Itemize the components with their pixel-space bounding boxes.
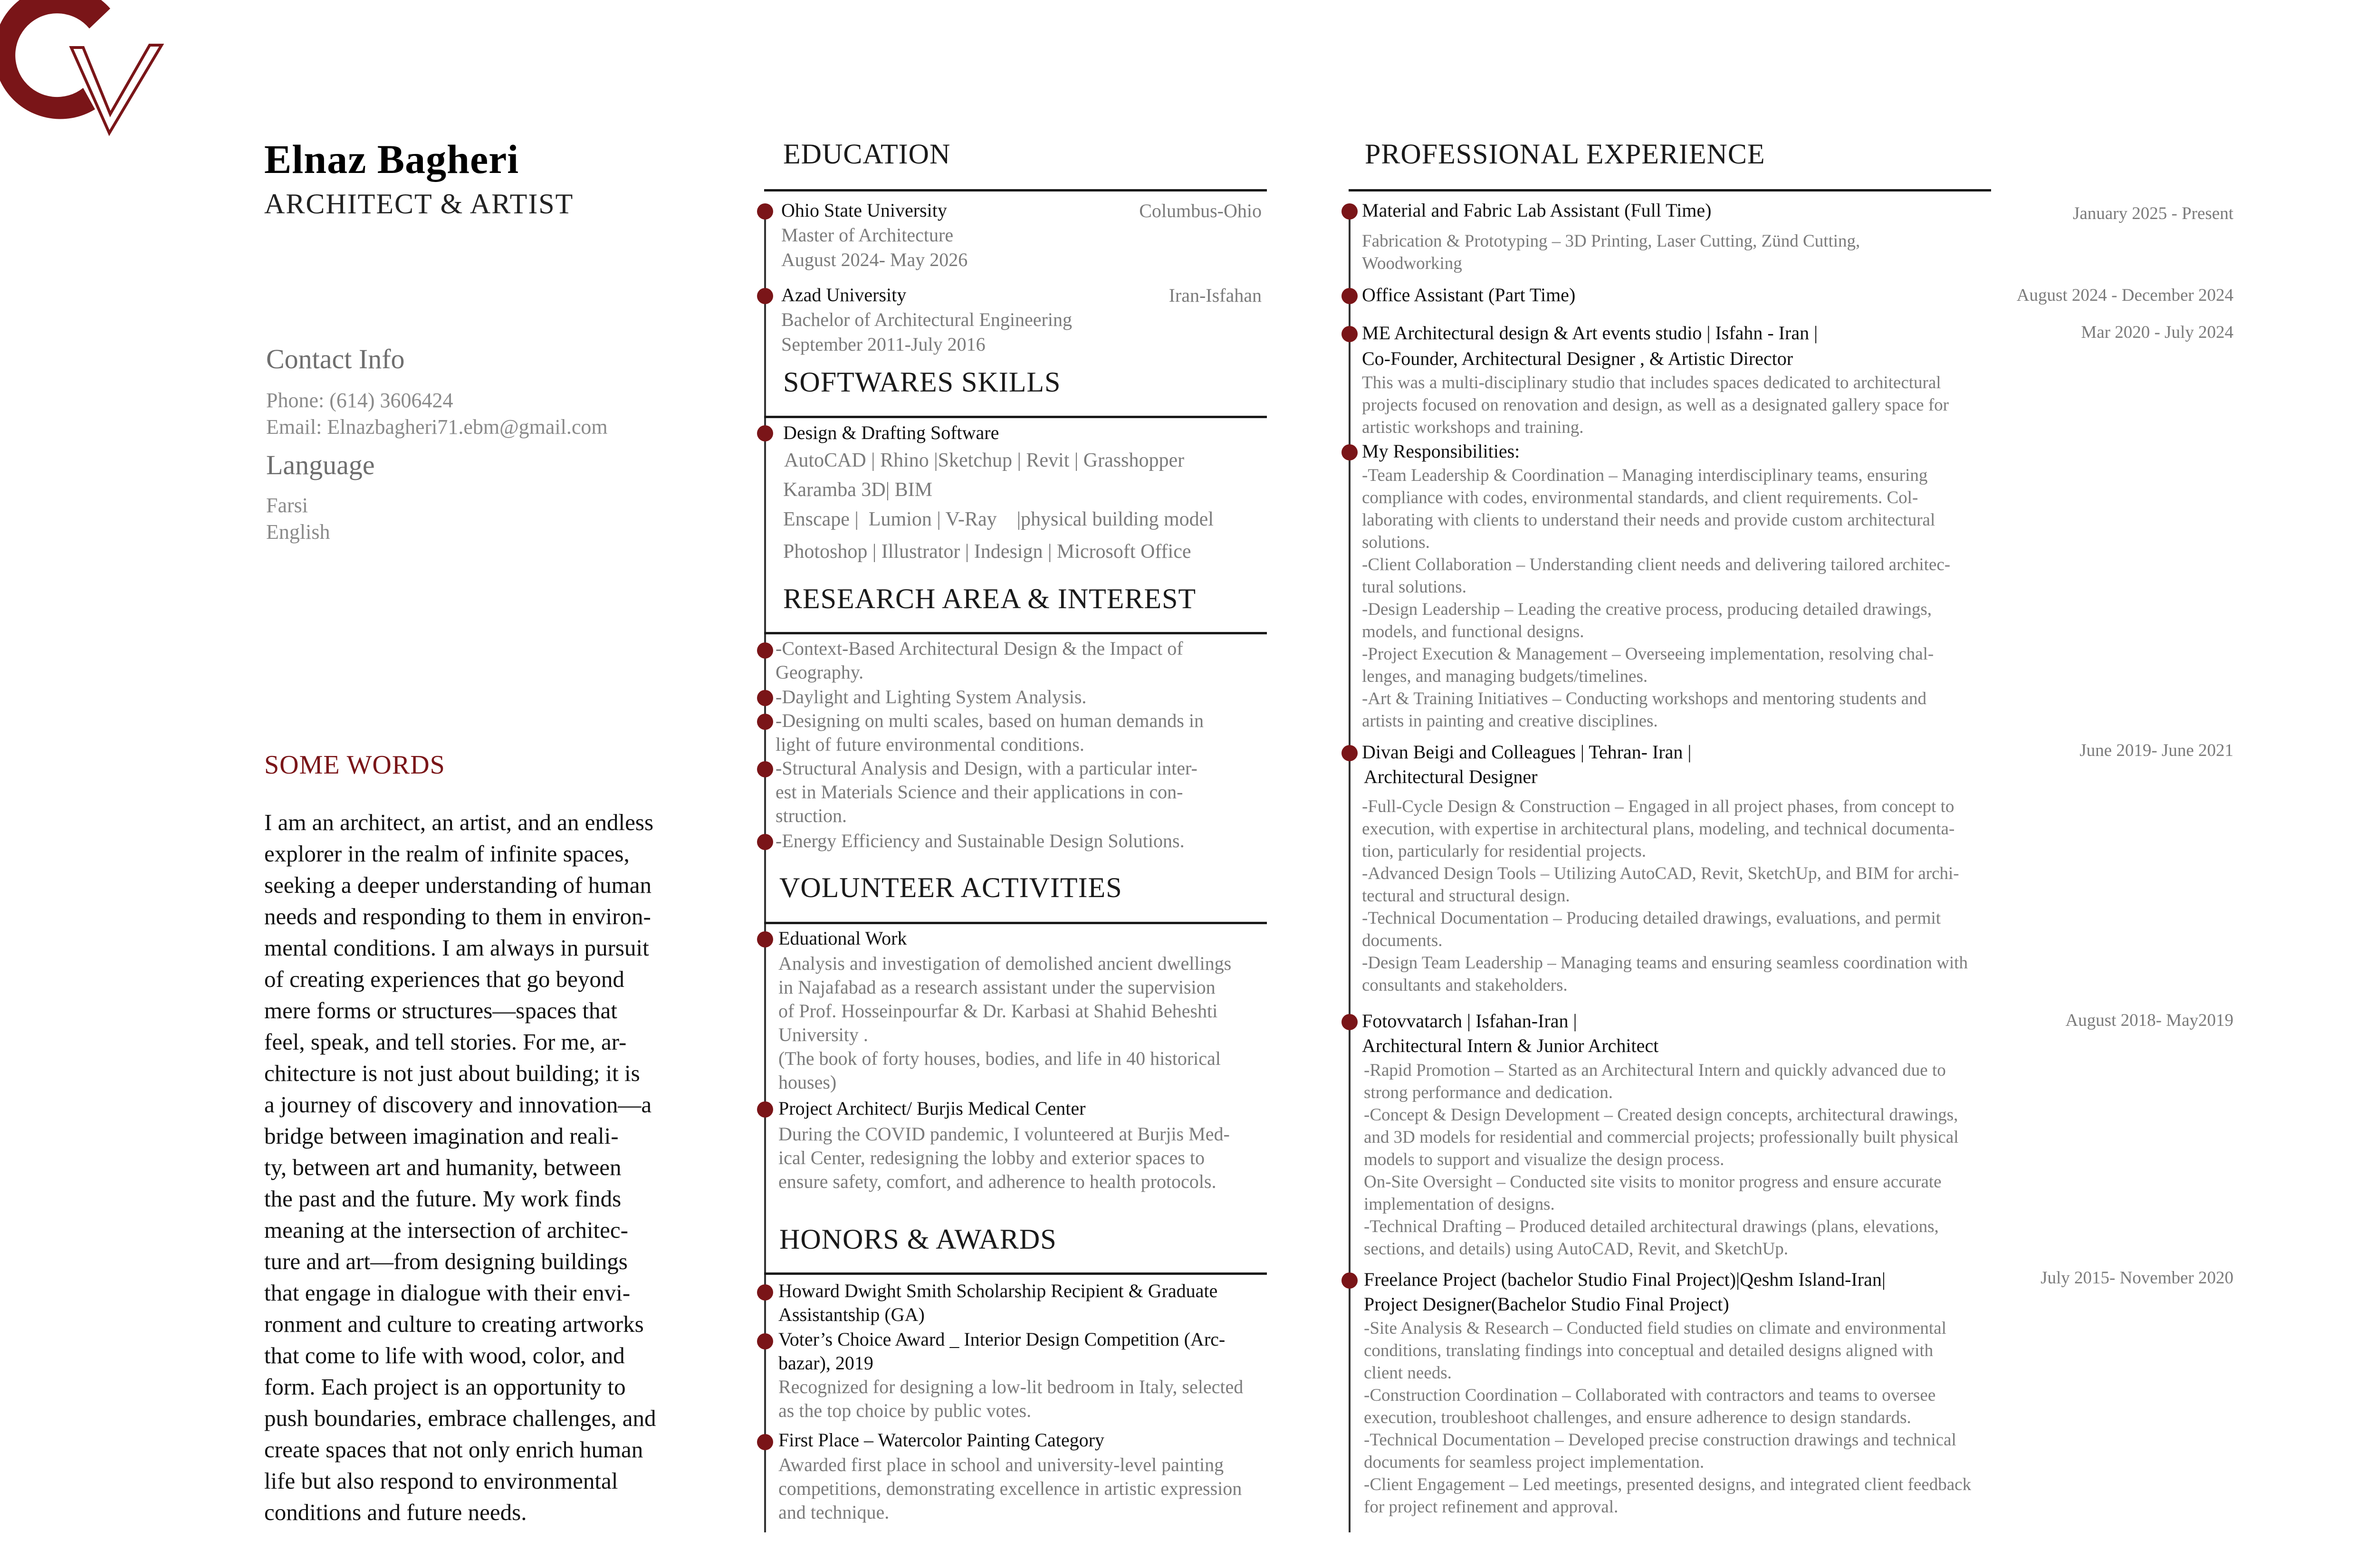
software-category: Design & Drafting Software [783, 422, 999, 443]
timeline-dot [757, 642, 773, 659]
language-item: English [266, 520, 330, 544]
job-title: My Responsibilities: [1362, 440, 1520, 462]
job-line: -Technical Drafting – Produced detailed architectural drawings (plans, elevations, [1364, 1217, 1939, 1236]
job-line: Woodworking [1362, 254, 1462, 273]
job-line: lenges, and managing budgets/timelines. [1362, 667, 1648, 686]
timeline-dot [757, 1101, 773, 1118]
timeline-dot [1341, 288, 1358, 304]
timeline-dot [757, 761, 773, 777]
job-title: Office Assistant (Part Time) [1362, 284, 1576, 306]
job-line: -Client Engagement – Led meetings, presented designs, and integrated client feedback [1364, 1475, 1972, 1494]
bio-line: mere forms or structures—spaces that [264, 997, 617, 1023]
job-line: documents for seamless project implementation. [1364, 1453, 1705, 1472]
software-heading: SOFTWARES SKILLS [783, 366, 1061, 398]
bio-line: explorer in the realm of infinite spaces, [264, 841, 630, 867]
honor-line: Recognized for designing a low-lit bedroom in Italy, selected [778, 1376, 1244, 1397]
job-line: tion, particularly for residential projects. [1362, 841, 1646, 861]
research-item: -Structural Analysis and Design, with a particular inter- [776, 757, 1198, 779]
divider [764, 416, 1267, 418]
education-school: Ohio State University [781, 200, 947, 221]
timeline-dot [757, 690, 773, 706]
divider [764, 189, 1267, 191]
contact-email: Email: Elnazbagheri71.ebm@gmail.com [266, 415, 608, 439]
volunteer-line: Analysis and investigation of demolished ancient dwellings [778, 953, 1232, 974]
job-line: Fabrication & Prototyping – 3D Printing, Laser Cutting, Zünd Cutting, [1362, 231, 1860, 251]
cv-logo [0, 0, 164, 143]
job-line: -Client Collaboration – Understanding client needs and delivering tailored architec- [1362, 555, 1951, 574]
job-line: tectural and structural design. [1362, 886, 1570, 906]
job-date: August 2024 - December 2024 [2016, 286, 2233, 305]
language-item: Farsi [266, 494, 308, 517]
bio-line: seeking a deeper understanding of human [264, 872, 652, 898]
bio-line: conditions and future needs. [264, 1499, 527, 1525]
job-line: sections, and details) using AutoCAD, Revit, and SketchUp. [1364, 1239, 1789, 1259]
job-line: and 3D models for residential and commercial projects; professionally built physical [1364, 1128, 1959, 1147]
bio-line: that engage in dialogue with their envi- [264, 1280, 631, 1306]
honor-line: competitions, demonstrating excellence in artistic expression [778, 1478, 1242, 1499]
volunteer-heading: VOLUNTEER ACTIVITIES [779, 872, 1122, 903]
timeline-dot [757, 203, 773, 220]
job-line: -Technical Documentation – Developed precise construction drawings and technical [1364, 1430, 1956, 1450]
job-line: -Construction Coordination – Collaborated with contractors and teams to oversee [1364, 1386, 1936, 1405]
timeline-dot [1341, 444, 1358, 460]
research-heading: RESEARCH AREA & INTEREST [783, 583, 1197, 614]
research-item: -Daylight and Lighting System Analysis. [776, 686, 1087, 708]
volunteer-line: houses) [778, 1071, 837, 1093]
software-line: Photoshop | Illustrator | Indesign | Microsoft Office [783, 541, 1191, 563]
job-line: for project refinement and approval. [1364, 1497, 1619, 1517]
job-line: This was a multi-disciplinary studio that includes spaces dedicated to architectural [1362, 373, 1941, 392]
job-line: -Technical Documentation – Producing detailed drawings, evaluations, and permit [1362, 908, 1941, 928]
volunteer-title: Project Architect/ Burjis Medical Center [778, 1098, 1086, 1119]
education-dates: August 2024- May 2026 [781, 249, 968, 270]
job-line: tural solutions. [1362, 577, 1466, 597]
research-item: est in Materials Science and their applications in con- [776, 781, 1183, 803]
timeline-dot [1341, 1014, 1358, 1030]
job-line: -Full-Cycle Design & Construction – Engaged in all project phases, from concept to [1362, 797, 1954, 816]
bio-line: meaning at the intersection of architec- [264, 1217, 628, 1243]
honor-title: bazar), 2019 [778, 1352, 873, 1374]
divider [764, 1272, 1267, 1275]
education-heading: EDUCATION [783, 138, 951, 170]
job-date: January 2025 - Present [2072, 204, 2233, 223]
education-degree: Master of Architecture [781, 224, 954, 246]
job-line: execution, troubleshoot challenges, and ensure adherence to design standards. [1364, 1408, 1911, 1427]
job-line: execution, with expertise in architectural plans, modeling, and technical documenta- [1362, 819, 1955, 839]
divider [764, 632, 1267, 634]
volunteer-line: in Najafabad as a research assistant under the supervision [778, 976, 1216, 998]
job-date: July 2015- November 2020 [2041, 1268, 2233, 1288]
volunteer-line: University . [778, 1024, 868, 1045]
job-date: June 2019- June 2021 [2079, 741, 2233, 760]
honor-line: as the top choice by public votes. [778, 1400, 1032, 1421]
education-degree: Bachelor of Architectural Engineering [781, 309, 1072, 330]
timeline-dot [757, 714, 773, 730]
education-location: Columbus-Ohio [1139, 200, 1262, 221]
bio-line: mental conditions. I am always in pursuit [264, 935, 649, 961]
bio-line: form. Each project is an opportunity to [264, 1374, 626, 1400]
job-line: artists in painting and creative disciplines. [1362, 711, 1658, 731]
job-date: August 2018- May2019 [2065, 1011, 2233, 1030]
job-line: -Project Execution & Management – Overseeing implementation, resolving chal- [1362, 644, 1934, 664]
job-line: models to support and visualize the design process. [1364, 1150, 1725, 1169]
job-date: Mar 2020 - July 2024 [2081, 323, 2233, 342]
education-school: Azad University [781, 284, 907, 306]
research-item: struction. [776, 805, 847, 826]
honor-line: and technique. [778, 1501, 890, 1523]
software-line: AutoCAD | Rhino |Sketchup | Revit | Grasshopper [784, 449, 1185, 471]
language-heading: Language [266, 449, 375, 480]
bio-line: ronment and culture to creating artworks [264, 1311, 644, 1337]
job-line: -Site Analysis & Research – Conducted field studies on climate and environmental [1364, 1319, 1946, 1338]
volunteer-line: During the COVID pandemic, I volunteered at Burjis Med- [778, 1123, 1230, 1145]
research-item: -Context-Based Architectural Design & the Impact of [776, 638, 1183, 659]
job-line: -Concept & Design Development – Created design concepts, architectural drawings, [1364, 1105, 1958, 1125]
bio-text [264, 807, 716, 1528]
job-line: projects focused on renovation and design, as well as a designated gallery space for [1362, 395, 1949, 415]
bio-line: that come to life with wood, color, and [264, 1342, 625, 1368]
experience-heading: PROFESSIONAL EXPERIENCE [1365, 138, 1765, 170]
research-item: -Energy Efficiency and Sustainable Design Solutions. [776, 830, 1185, 851]
bio-line: feel, speak, and tell stories. For me, ar- [264, 1029, 627, 1055]
timeline-dot [757, 425, 773, 441]
job-line: implementation of designs. [1364, 1195, 1555, 1214]
job-line: On-Site Oversight – Conducted site visits to monitor progress and ensure accurate [1364, 1172, 1942, 1192]
honors-heading: HONORS & AWARDS [779, 1224, 1057, 1255]
volunteer-line: of Prof. Hosseinpourfar & Dr. Karbasi at Shahid Beheshti [778, 1000, 1218, 1022]
software-line: Karamba 3D| BIM [783, 479, 932, 501]
timeline-dot [757, 288, 773, 304]
job-line: -Design Team Leadership – Managing teams and ensuring seamless coordination with [1362, 953, 1968, 973]
bio-line: create spaces that not only enrich human [264, 1436, 643, 1463]
job-line: conditions, translating findings into conceptual and detailed designs aligned with [1364, 1341, 1934, 1360]
honor-title: Howard Dwight Smith Scholarship Recipient & Graduate [778, 1280, 1218, 1301]
bio-line: ture and art—from designing buildings [264, 1248, 628, 1274]
bio-line: push boundaries, embrace challenges, and [264, 1405, 656, 1431]
honor-title: Voter’s Choice Award _ Interior Design Competition (Arc- [778, 1329, 1226, 1350]
contact-phone: Phone: (614) 3606424 [266, 389, 453, 412]
timeline-dot [757, 931, 773, 947]
timeline-dot [1341, 745, 1358, 761]
bio-line: bridge between imagination and reali- [264, 1123, 619, 1149]
job-line: -Art & Training Initiatives – Conducting workshops and mentoring students and [1362, 689, 1927, 708]
job-line: -Advanced Design Tools – Utilizing AutoCAD, Revit, SketchUp, and BIM for archi- [1362, 864, 1959, 883]
research-item: -Designing on multi scales, based on human demands in [776, 710, 1204, 731]
volunteer-line: ensure safety, comfort, and adherence to health protocols. [778, 1171, 1217, 1192]
honor-title: Assistantship (GA) [778, 1304, 925, 1325]
job-title: ME Architectural design & Art events studio | Isfahn - Iran | [1362, 322, 1818, 344]
bio-line: the past and the future. My work finds [264, 1186, 622, 1212]
honor-line: Awarded first place in school and university-level painting [778, 1454, 1224, 1475]
timeline-dot [1341, 203, 1358, 220]
some-words-heading: SOME WORDS [264, 750, 445, 780]
timeline-dot [1341, 326, 1358, 342]
bio-line: chitecture is not just about building; it is [264, 1060, 640, 1086]
job-line: models, and functional designs. [1362, 622, 1584, 641]
timeline-dot [1341, 1272, 1358, 1289]
timeline-dot [757, 834, 773, 850]
job-line: laborating with clients to understand their needs and provide custom architectural [1362, 510, 1935, 530]
research-item: Geography. [776, 661, 864, 683]
bio-line: life but also respond to environmental [264, 1468, 618, 1494]
timeline-dot [757, 1434, 773, 1450]
job-title: Divan Beigi and Colleagues | Tehran- Iran | [1362, 741, 1692, 763]
job-line: solutions. [1362, 533, 1430, 552]
software-line: Enscape | Lumion | V-Ray |physical building model [783, 508, 1214, 530]
job-line: -Team Leadership & Coordination – Managing interdisciplinary teams, ensuring [1362, 466, 1928, 485]
bio-line: ty, between art and humanity, between [264, 1154, 622, 1180]
job-title: Fotovvatarch | Isfahan-Iran | [1362, 1010, 1577, 1032]
job-title: Material and Fabric Lab Assistant (Full Time) [1362, 200, 1712, 221]
job-subtitle: Architectural Designer [1364, 766, 1538, 787]
job-line: consultants and stakeholders. [1362, 975, 1568, 995]
job-line: compliance with codes, environmental standards, and client requirements. Col- [1362, 488, 1918, 507]
job-line: -Design Leadership – Leading the creative process, producing detailed drawings, [1362, 600, 1932, 619]
contact-heading: Contact Info [266, 344, 405, 374]
honor-title: First Place – Watercolor Painting Category [778, 1429, 1104, 1451]
bio-line: a journey of discovery and innovation—a [264, 1091, 652, 1118]
job-subtitle: Architectural Intern & Junior Architect [1362, 1035, 1659, 1056]
volunteer-title: Eduational Work [778, 927, 907, 949]
person-role: ARCHITECT & ARTIST [264, 188, 574, 220]
bio-line: of creating experiences that go beyond [264, 966, 624, 992]
education-location: Iran-Isfahan [1169, 285, 1262, 306]
volunteer-line: ical Center, redesigning the lobby and exterior spaces to [778, 1147, 1205, 1168]
education-dates: September 2011-July 2016 [781, 334, 986, 355]
divider [1349, 189, 1991, 191]
timeline-dot [757, 1284, 773, 1300]
job-line: documents. [1362, 931, 1443, 950]
divider [764, 922, 1267, 924]
person-name: Elnaz Bagheri [264, 136, 519, 182]
job-subtitle: Project Designer(Bachelor Studio Final Project) [1364, 1293, 1729, 1315]
job-line: artistic workshops and training. [1362, 418, 1584, 437]
bio-line: needs and responding to them in environ- [264, 903, 651, 929]
job-line: -Rapid Promotion – Started as an Architectural Intern and quickly advanced due to [1364, 1061, 1946, 1080]
job-line: strong performance and dedication. [1364, 1083, 1613, 1102]
volunteer-line: (The book of forty houses, bodies, and life in 40 historical [778, 1048, 1221, 1069]
job-subtitle: Co-Founder, Architectural Designer , & Artistic Director [1362, 348, 1793, 369]
experience-timeline [1349, 204, 1351, 1532]
job-title: Freelance Project (bachelor Studio Final Project)|Qeshm Island-Iran| [1364, 1269, 1886, 1290]
bio-line: I am an architect, an artist, and an endless [264, 809, 654, 835]
research-item: light of future environmental conditions. [776, 734, 1084, 755]
job-line: client needs. [1364, 1363, 1452, 1383]
timeline-dot [757, 1333, 773, 1349]
